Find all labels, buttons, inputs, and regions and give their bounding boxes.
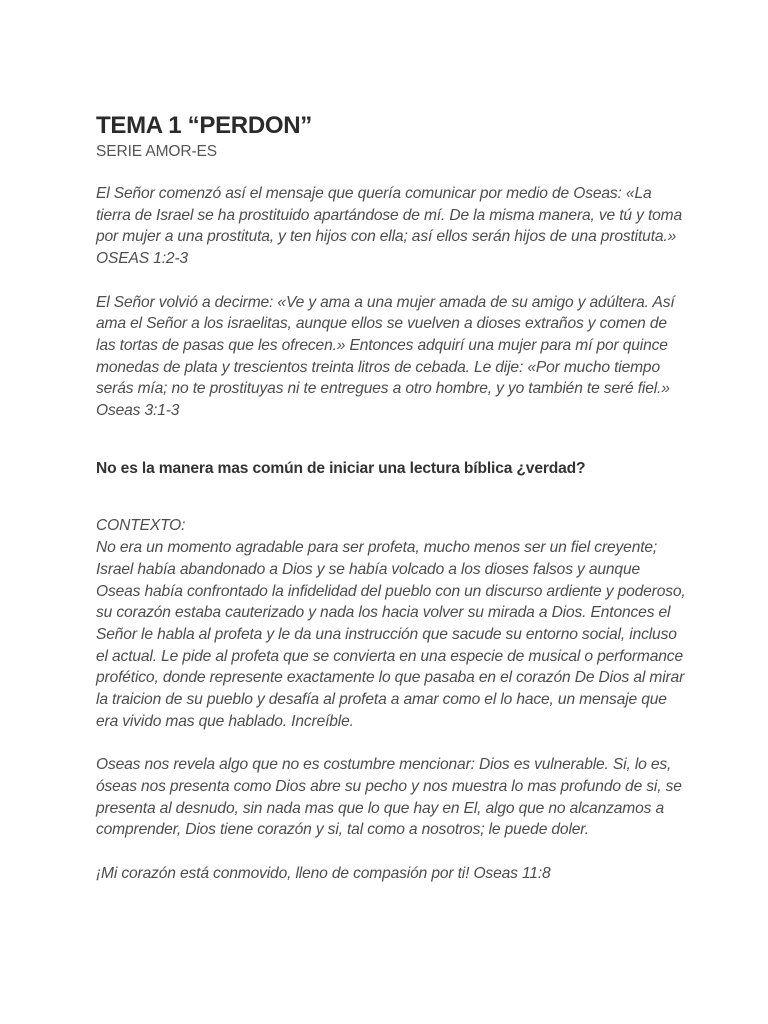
document-page: [96, 110, 686, 906]
paragraph-oseas-3: El Señor volvió a decirme: «Ve y ama a una mujer amada de su amigo y adúltera. Así ama el Señor a los israelitas, aunque ellos se vuelven a dioses extraños y comen de las tortas de pasas que les ofrecen.» Entonces adquirí una mujer para mí por quince monedas de plata y trescientos treinta litros de cebada. Le dije: «Por mucho tiempo serás mía; no te prostituyas ni te entregues a otro hombre, y yo también te seré fiel.» Oseas 3:1-3: [96, 293, 675, 420]
page-subtitle: SERIE AMOR-ES: [96, 143, 218, 160]
paragraph-oseas-11: ¡Mi corazón está conmovido, lleno de compasión por ti! Oseas 11:8: [96, 864, 551, 882]
paragraph-oseas-1: El Señor comenzó así el mensaje que quería comunicar por medio de Oseas: «La tierra de Israel se ha prostituido apartándose de mí. De la misma manera, ve tú y toma por mujer a una prostituta, y ten hijos con ella; así ellos serán hijos de una prostituta.» OSEAS 1:2-3: [96, 185, 683, 268]
paragraph-vulnerable: Oseas nos revela algo que no es costumbre mencionar: Dios es vulnerable. Si, lo es, óseas nos presenta como Dios abre su pecho y nos muestra lo mas profundo de si, se presenta al desnudo, sin nada mas que lo que hay en El, algo que no alcanzamos a comprender, Dios tiene corazón y si, tal como a nosotros; le puede doler.: [96, 756, 682, 839]
question-line: No es la manera mas común de iniciar una lectura bíblica ¿verdad?: [96, 459, 586, 477]
page-title: TEMA 1 “PERDON”: [96, 112, 312, 139]
context-body: No era un momento agradable para ser profeta, mucho menos ser un fiel creyente; Israel había abandonado a Dios y se había volcado a los dioses falsos y aunque Oseas había confrontado la infidelidad del pueblo con un discurso ardiente y poderoso, su corazón estaba cauterizado y nada los hacia volver su mirada a Dios. Entonces el Señor le habla al profeta y le da una instrucción que sacude su entorno social, incluso el actual. Le pide al profeta que se convierta en una especie de musical o performance profético, donde represente exactamente lo que pasaba en el corazón De Dios al mirar la traicion de su pueblo y desafía al profeta a amar como el lo hace, un mensaje que era vivido mas que hablado. Increíble.: [96, 539, 686, 730]
context-heading: CONTEXTO:: [96, 517, 186, 535]
